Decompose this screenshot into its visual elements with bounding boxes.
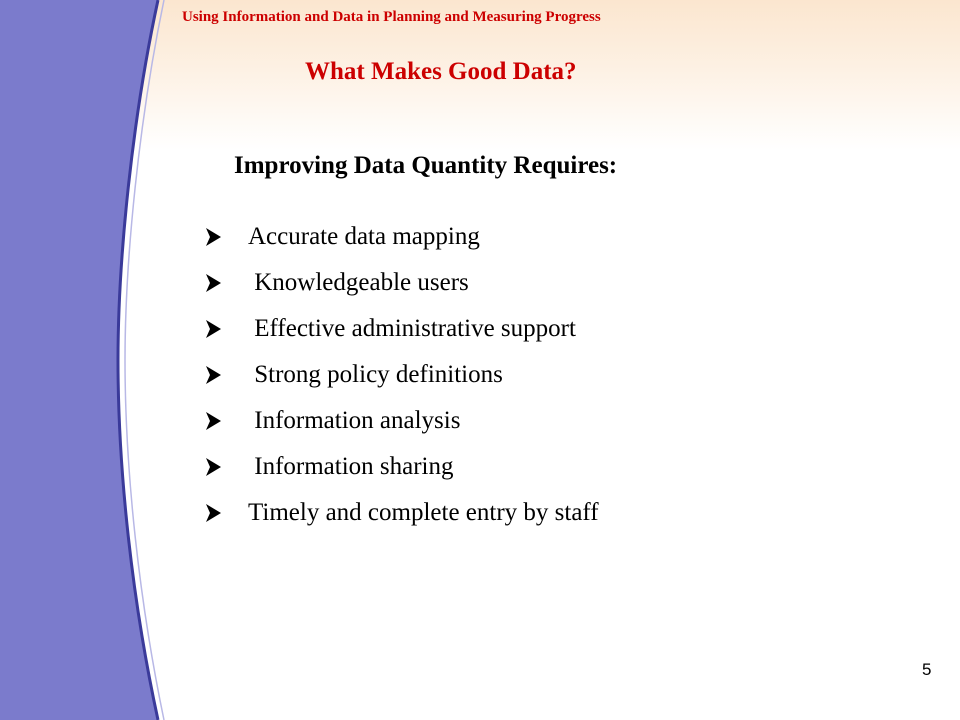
sidebar-highlight-line — [125, 0, 164, 720]
bullet-text: Effective administrative support — [248, 315, 576, 342]
arrowhead-bullet-icon — [203, 227, 223, 247]
bullet-text: Timely and complete entry by staff — [248, 499, 599, 526]
bullet-text: Information sharing — [248, 453, 454, 480]
course-title: Using Information and Data in Planning and Measuring Progress — [182, 9, 601, 25]
page-number: 5 — [922, 660, 932, 679]
arrowhead-bullet-icon — [203, 273, 223, 293]
bullet-item — [203, 306, 599, 352]
arrowhead-bullet-icon — [203, 503, 223, 523]
bullet-item — [203, 444, 599, 490]
bullet-list — [203, 214, 599, 536]
arrowhead-bullet-icon — [203, 457, 223, 477]
arrowhead-bullet-icon — [203, 411, 223, 431]
slide-subtitle: Improving Data Quantity Requires: — [234, 152, 618, 179]
arrowhead-bullet-icon — [203, 319, 223, 339]
sidebar-panel — [0, 0, 158, 720]
bullet-item — [203, 398, 599, 444]
bullet-item — [203, 490, 599, 536]
bullet-item — [203, 260, 599, 306]
bullet-item — [203, 352, 599, 398]
slide-title: What Makes Good Data? — [305, 58, 577, 85]
arrowhead-bullet-icon — [203, 365, 223, 385]
bullet-text: Strong policy definitions — [248, 361, 503, 388]
header — [182, 8, 782, 26]
bullet-text: Knowledgeable users — [248, 269, 469, 296]
sidebar-edge-line — [118, 0, 158, 720]
bullet-text: Information analysis — [248, 407, 461, 434]
bullet-item — [203, 214, 599, 260]
bullet-text: Accurate data mapping — [248, 223, 480, 250]
